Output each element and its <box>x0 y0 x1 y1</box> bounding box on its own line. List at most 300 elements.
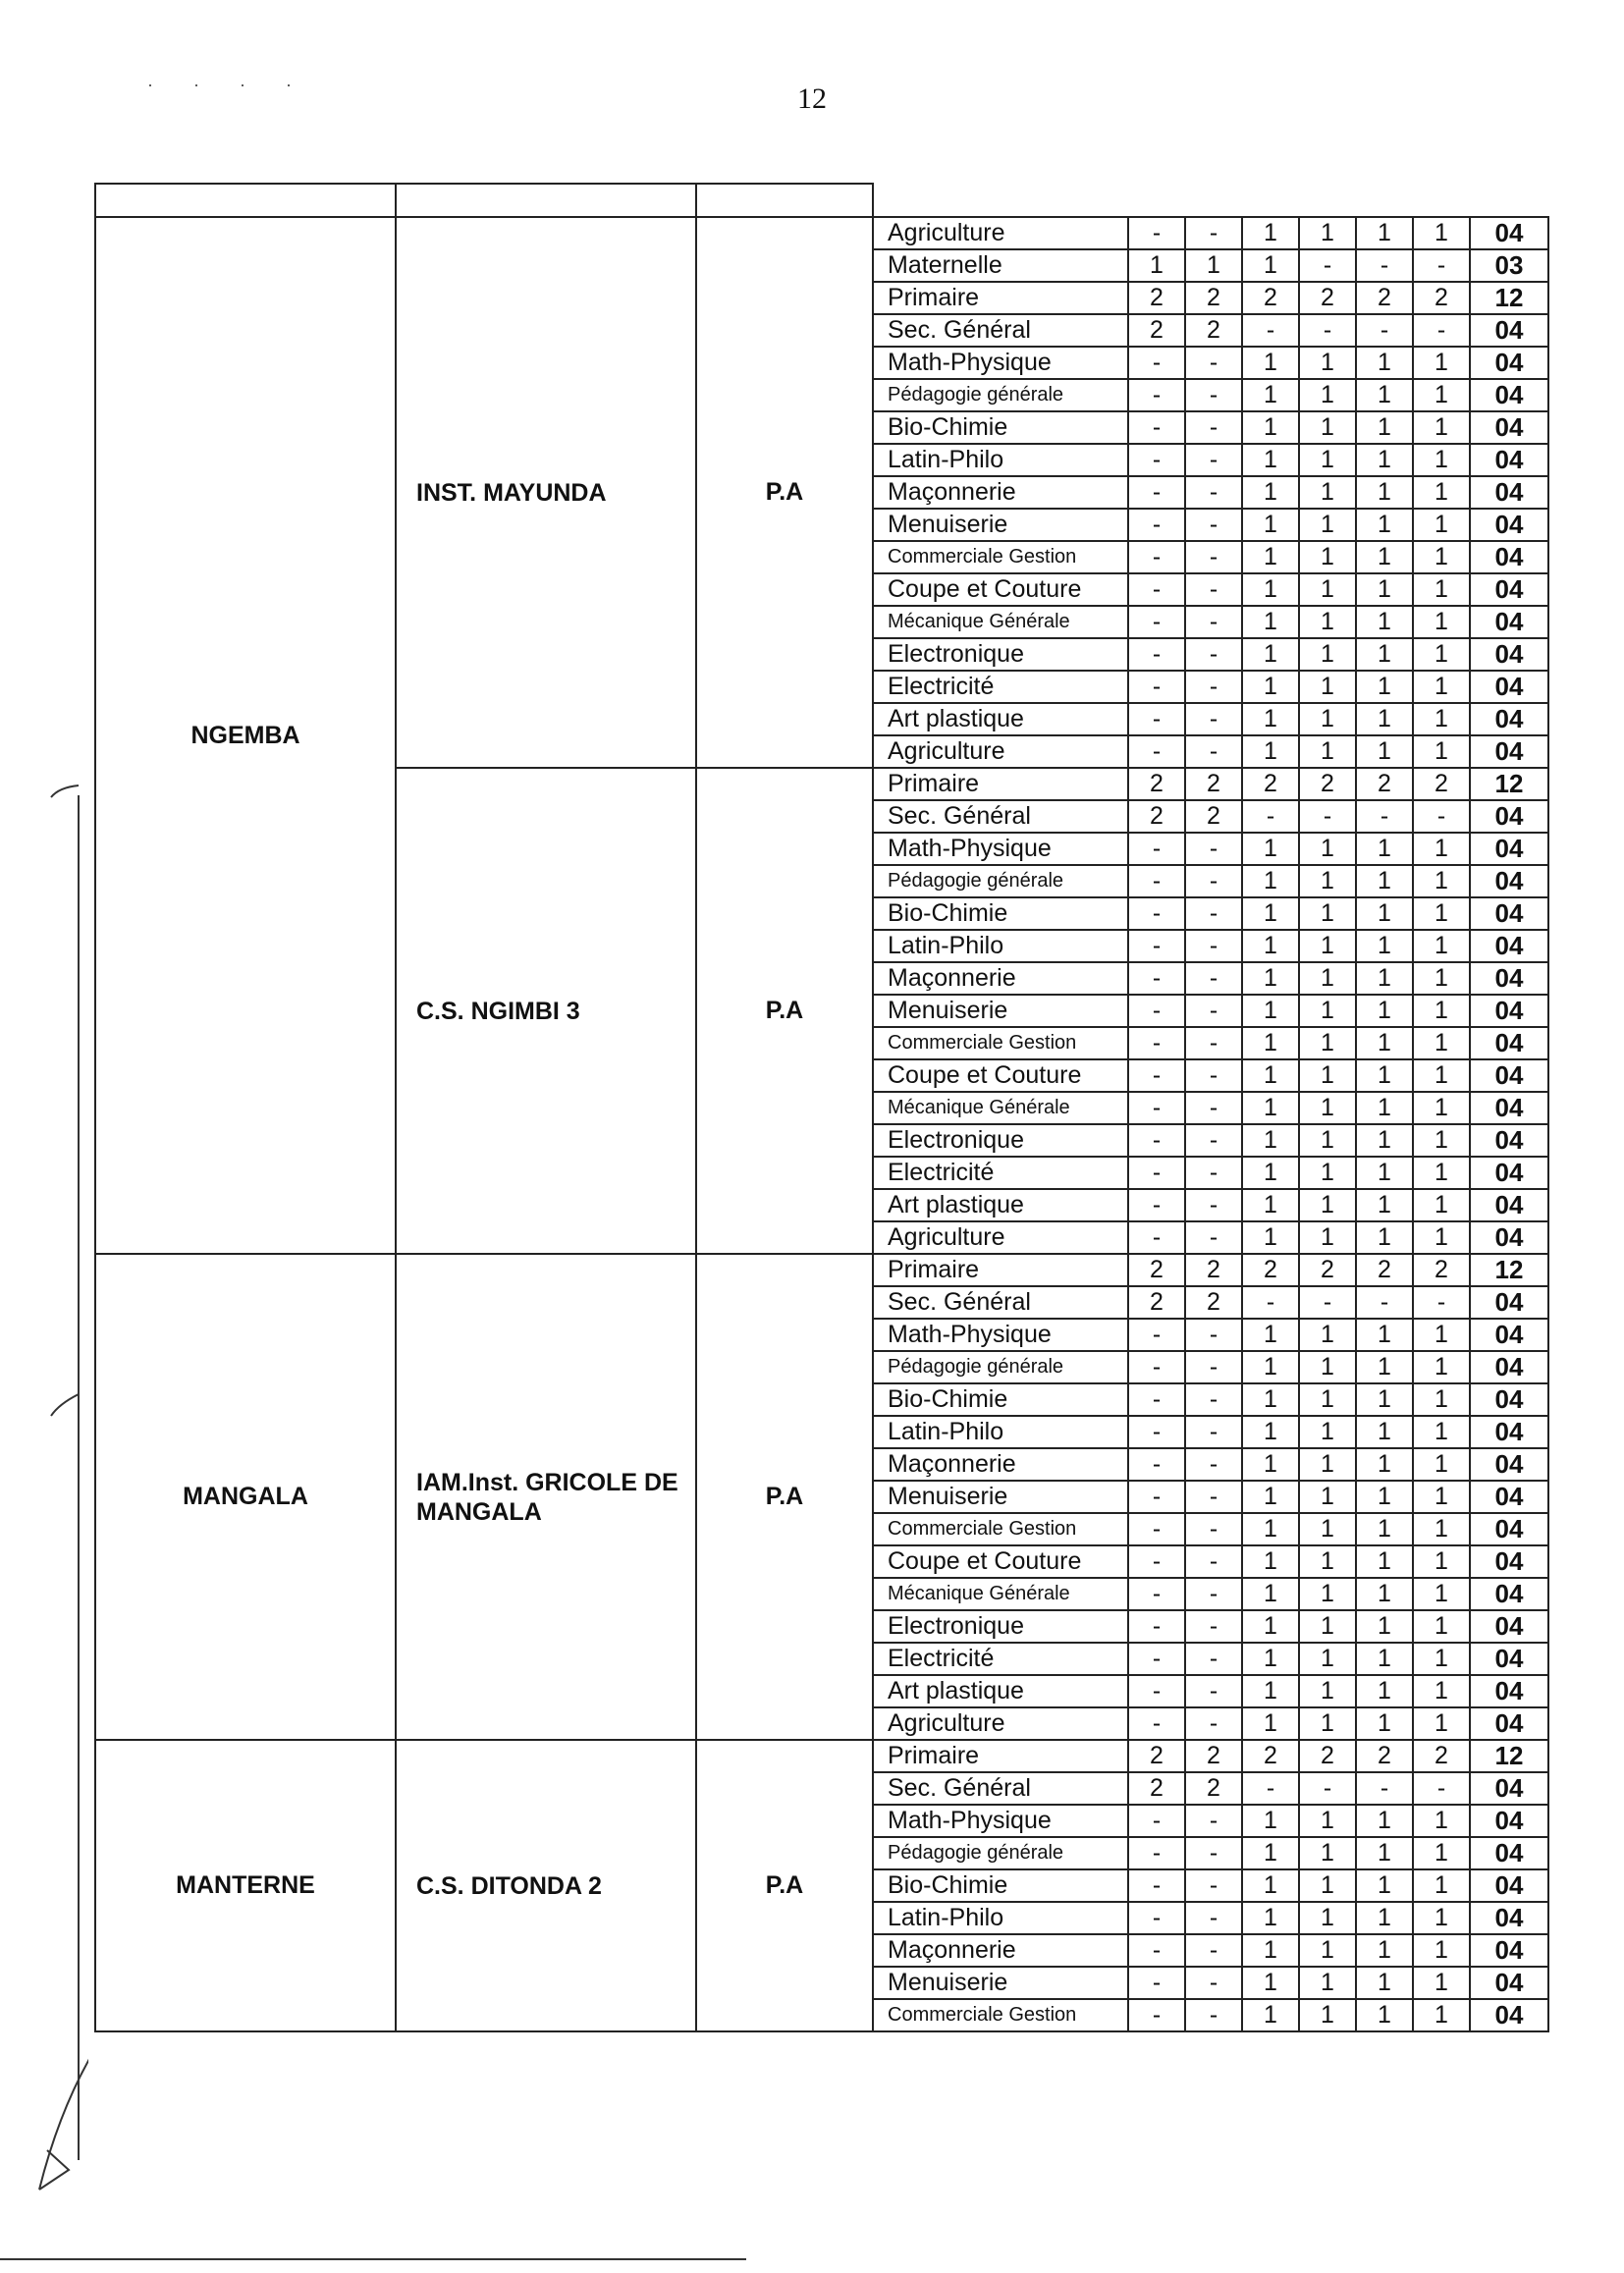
class-count-cell: - <box>1185 1189 1242 1221</box>
table-row <box>95 1740 1548 1772</box>
section-cell: Maçonnerie <box>873 962 1128 995</box>
class-count-cell: 1 <box>1356 1189 1413 1221</box>
class-count-cell: - <box>1413 1286 1470 1319</box>
class-count-cell: 1 <box>1299 1967 1356 1999</box>
class-count-cell: 1 <box>1299 1837 1356 1869</box>
class-count-cell: - <box>1128 1934 1185 1967</box>
class-count-cell: 1 <box>1242 1157 1299 1189</box>
total-cell: 04 <box>1470 1805 1548 1837</box>
class-count-cell: 1 <box>1356 1351 1413 1383</box>
class-count-cell: - <box>1128 1578 1185 1610</box>
class-count-cell: - <box>1128 995 1185 1027</box>
total-cell: 04 <box>1470 217 1548 249</box>
total-cell: 03 <box>1470 249 1548 282</box>
class-count-cell: - <box>1128 1319 1185 1351</box>
section-cell: Electronique <box>873 638 1128 671</box>
class-count-cell: 1 <box>1299 1351 1356 1383</box>
class-count-cell: 1 <box>1413 897 1470 930</box>
class-count-cell: 1 <box>1356 1805 1413 1837</box>
status-cell: P.A <box>696 1254 873 1740</box>
class-count-cell: 1 <box>1413 606 1470 638</box>
section-cell: Pédagogie générale <box>873 1351 1128 1383</box>
total-cell: 04 <box>1470 995 1548 1027</box>
total-cell: 04 <box>1470 703 1548 735</box>
class-count-cell: - <box>1185 1124 1242 1157</box>
class-count-cell: 2 <box>1356 282 1413 314</box>
class-count-cell: 1 <box>1299 897 1356 930</box>
total-cell: 04 <box>1470 1092 1548 1124</box>
class-count-cell: - <box>1185 1999 1242 2031</box>
class-count-cell: - <box>1185 995 1242 1027</box>
class-count-cell: 1 <box>1413 1481 1470 1513</box>
class-count-cell: 1 <box>1413 1383 1470 1416</box>
class-count-cell: 1 <box>1356 1124 1413 1157</box>
class-count-cell: 2 <box>1299 1254 1356 1286</box>
class-count-cell: 1 <box>1242 1383 1299 1416</box>
class-count-cell: 1 <box>1413 1805 1470 1837</box>
class-count-cell: 1 <box>1413 1513 1470 1545</box>
class-count-cell: 1 <box>1413 1869 1470 1902</box>
class-count-cell: - <box>1128 1157 1185 1189</box>
class-count-cell: - <box>1185 1610 1242 1643</box>
class-count-cell: 1 <box>1413 930 1470 962</box>
class-count-cell: 2 <box>1242 1740 1299 1772</box>
class-count-cell: - <box>1242 1286 1299 1319</box>
class-count-cell: 1 <box>1299 1869 1356 1902</box>
class-count-cell: - <box>1128 735 1185 768</box>
class-count-cell: - <box>1185 1513 1242 1545</box>
class-count-cell: - <box>1185 347 1242 379</box>
class-count-cell: 2 <box>1185 1740 1242 1772</box>
class-count-cell: 1 <box>1299 1805 1356 1837</box>
total-cell: 04 <box>1470 1934 1548 1967</box>
header-cell <box>396 184 696 217</box>
class-count-cell: - <box>1128 1027 1185 1059</box>
class-count-cell: 1 <box>1242 897 1299 930</box>
class-count-cell: 1 <box>1299 703 1356 735</box>
class-count-cell: - <box>1185 1157 1242 1189</box>
class-count-cell: 1 <box>1356 411 1413 444</box>
class-count-cell: 1 <box>1356 1837 1413 1869</box>
class-count-cell: 2 <box>1413 1740 1470 1772</box>
class-count-cell: 1 <box>1299 671 1356 703</box>
class-count-cell: 1 <box>1413 1124 1470 1157</box>
section-cell: Bio-Chimie <box>873 411 1128 444</box>
section-cell: Art plastique <box>873 1189 1128 1221</box>
class-count-cell: 1 <box>1299 1448 1356 1481</box>
class-count-cell: 1 <box>1413 1610 1470 1643</box>
class-count-cell: - <box>1128 1383 1185 1416</box>
class-count-cell: 1 <box>1242 1643 1299 1675</box>
class-count-cell: 1 <box>1356 833 1413 865</box>
class-count-cell: 1 <box>1413 217 1470 249</box>
total-cell: 04 <box>1470 1189 1548 1221</box>
class-count-cell: - <box>1128 1059 1185 1092</box>
class-count-cell: - <box>1128 411 1185 444</box>
total-cell: 04 <box>1470 671 1548 703</box>
class-count-cell: 1 <box>1299 573 1356 606</box>
section-cell: Maçonnerie <box>873 1934 1128 1967</box>
class-count-cell: - <box>1185 1059 1242 1092</box>
class-count-cell: 1 <box>1356 1513 1413 1545</box>
total-cell: 04 <box>1470 1545 1548 1578</box>
section-cell: Agriculture <box>873 217 1128 249</box>
class-count-cell: 1 <box>1242 1124 1299 1157</box>
class-count-cell: - <box>1356 800 1413 833</box>
total-cell: 04 <box>1470 735 1548 768</box>
class-count-cell: - <box>1128 1416 1185 1448</box>
class-count-cell: 1 <box>1242 1967 1299 1999</box>
total-cell: 04 <box>1470 1999 1548 2031</box>
class-count-cell: 1 <box>1242 1934 1299 1967</box>
total-cell: 04 <box>1470 1027 1548 1059</box>
class-count-cell: 1 <box>1242 865 1299 897</box>
total-cell: 04 <box>1470 897 1548 930</box>
class-count-cell: 1 <box>1242 1027 1299 1059</box>
section-cell: Primaire <box>873 1254 1128 1286</box>
class-count-cell: 1 <box>1413 1707 1470 1740</box>
class-count-cell: - <box>1128 1643 1185 1675</box>
section-cell: Math-Physique <box>873 1319 1128 1351</box>
class-count-cell: - <box>1413 314 1470 347</box>
class-count-cell: - <box>1185 573 1242 606</box>
class-count-cell: 1 <box>1242 1902 1299 1934</box>
class-count-cell: - <box>1128 541 1185 573</box>
class-count-cell: 1 <box>1242 1448 1299 1481</box>
class-count-cell: 1 <box>1242 379 1299 411</box>
class-count-cell: 1 <box>1299 1707 1356 1740</box>
class-count-cell: 2 <box>1185 1254 1242 1286</box>
class-count-cell: 2 <box>1356 1740 1413 1772</box>
total-cell: 04 <box>1470 1643 1548 1675</box>
total-cell: 12 <box>1470 768 1548 800</box>
margin-brackets <box>0 776 88 2209</box>
class-count-cell: - <box>1128 217 1185 249</box>
class-count-cell: 1 <box>1299 1545 1356 1578</box>
total-cell: 04 <box>1470 314 1548 347</box>
class-count-cell: 1 <box>1242 1545 1299 1578</box>
class-count-cell: 1 <box>1413 411 1470 444</box>
class-count-cell: 1 <box>1413 735 1470 768</box>
class-count-cell: 1 <box>1299 1383 1356 1416</box>
class-count-cell: 2 <box>1242 282 1299 314</box>
class-count-cell: - <box>1185 444 1242 476</box>
class-count-cell: 1 <box>1356 476 1413 509</box>
total-cell: 04 <box>1470 1578 1548 1610</box>
class-count-cell: 1 <box>1413 1967 1470 1999</box>
class-count-cell: - <box>1185 541 1242 573</box>
total-cell: 04 <box>1470 1610 1548 1643</box>
class-count-cell: - <box>1128 379 1185 411</box>
class-count-cell: 1 <box>1356 865 1413 897</box>
class-count-cell: 2 <box>1413 1254 1470 1286</box>
class-count-cell: - <box>1185 1675 1242 1707</box>
class-count-cell: 1 <box>1299 1092 1356 1124</box>
class-count-cell: 1 <box>1356 1643 1413 1675</box>
total-cell: 04 <box>1470 1772 1548 1805</box>
total-cell: 04 <box>1470 1319 1548 1351</box>
class-count-cell: - <box>1356 314 1413 347</box>
table-header-row <box>95 184 1548 217</box>
class-count-cell: 1 <box>1242 833 1299 865</box>
class-count-cell: 1 <box>1356 573 1413 606</box>
section-cell: Commerciale Gestion <box>873 1999 1128 2031</box>
class-count-cell: - <box>1185 833 1242 865</box>
class-count-cell: 1 <box>1356 1027 1413 1059</box>
section-cell: Math-Physique <box>873 1805 1128 1837</box>
staffing-table <box>94 183 1549 2032</box>
total-cell: 04 <box>1470 865 1548 897</box>
class-count-cell: - <box>1185 1643 1242 1675</box>
class-count-cell: 1 <box>1242 1675 1299 1707</box>
class-count-cell: 1 <box>1356 1448 1413 1481</box>
class-count-cell: 1 <box>1299 347 1356 379</box>
class-count-cell: - <box>1128 1837 1185 1869</box>
table-body <box>95 184 1548 2031</box>
class-count-cell: - <box>1128 1805 1185 1837</box>
total-cell: 04 <box>1470 347 1548 379</box>
class-count-cell: 2 <box>1356 1254 1413 1286</box>
class-count-cell: 1 <box>1413 1675 1470 1707</box>
class-count-cell: 1 <box>1413 1351 1470 1383</box>
class-count-cell: - <box>1185 1383 1242 1416</box>
class-count-cell: 1 <box>1356 1934 1413 1967</box>
total-cell: 12 <box>1470 282 1548 314</box>
class-count-cell: - <box>1299 249 1356 282</box>
class-count-cell: 1 <box>1299 1513 1356 1545</box>
total-cell: 04 <box>1470 1351 1548 1383</box>
class-count-cell: 1 <box>1356 735 1413 768</box>
class-count-cell: - <box>1128 930 1185 962</box>
class-count-cell: - <box>1299 800 1356 833</box>
class-count-cell: 1 <box>1242 962 1299 995</box>
class-count-cell: 1 <box>1242 476 1299 509</box>
class-count-cell: 1 <box>1413 1221 1470 1254</box>
school-name-cell: INST. MAYUNDA <box>396 217 696 768</box>
section-cell: Art plastique <box>873 1675 1128 1707</box>
class-count-cell: 1 <box>1299 735 1356 768</box>
class-count-cell: 1 <box>1242 1189 1299 1221</box>
section-cell: Coupe et Couture <box>873 1059 1128 1092</box>
class-count-cell: 1 <box>1242 1351 1299 1383</box>
class-count-cell: - <box>1185 1448 1242 1481</box>
section-cell: Math-Physique <box>873 347 1128 379</box>
class-count-cell: 1 <box>1356 1999 1413 2031</box>
class-count-cell: 1 <box>1356 444 1413 476</box>
class-count-cell: - <box>1185 606 1242 638</box>
total-cell: 04 <box>1470 541 1548 573</box>
class-count-cell: - <box>1185 1319 1242 1351</box>
class-count-cell: 1 <box>1356 606 1413 638</box>
class-count-cell: 2 <box>1413 282 1470 314</box>
class-count-cell: 1 <box>1299 1124 1356 1157</box>
class-count-cell: 1 <box>1299 1902 1356 1934</box>
section-cell: Agriculture <box>873 1221 1128 1254</box>
class-count-cell: - <box>1413 800 1470 833</box>
class-count-cell: 1 <box>1299 541 1356 573</box>
total-cell: 04 <box>1470 800 1548 833</box>
class-count-cell: 1 <box>1242 1578 1299 1610</box>
class-count-cell: - <box>1128 1999 1185 2031</box>
section-cell: Math-Physique <box>873 833 1128 865</box>
class-count-cell: 1 <box>1413 1934 1470 1967</box>
class-count-cell: - <box>1242 1772 1299 1805</box>
section-cell: Latin-Philo <box>873 930 1128 962</box>
class-count-cell: - <box>1185 962 1242 995</box>
scan-specks: · · · · <box>147 75 309 94</box>
total-cell: 04 <box>1470 1481 1548 1513</box>
total-cell: 04 <box>1470 509 1548 541</box>
section-cell: Latin-Philo <box>873 1416 1128 1448</box>
class-count-cell: 2 <box>1356 768 1413 800</box>
class-count-cell: - <box>1299 1286 1356 1319</box>
class-count-cell: - <box>1185 1837 1242 1869</box>
class-count-cell: 1 <box>1128 249 1185 282</box>
class-count-cell: - <box>1185 1481 1242 1513</box>
section-cell: Menuiserie <box>873 509 1128 541</box>
class-count-cell: 1 <box>1413 703 1470 735</box>
class-count-cell: - <box>1128 476 1185 509</box>
class-count-cell: 1 <box>1185 249 1242 282</box>
class-count-cell: - <box>1128 1610 1185 1643</box>
class-count-cell: 1 <box>1242 541 1299 573</box>
class-count-cell: - <box>1128 1481 1185 1513</box>
class-count-cell: - <box>1128 865 1185 897</box>
class-count-cell: 2 <box>1299 768 1356 800</box>
locality-cell: MANGALA <box>95 1254 396 1740</box>
class-count-cell: - <box>1128 1675 1185 1707</box>
section-cell: Menuiserie <box>873 1967 1128 1999</box>
class-count-cell: - <box>1128 1545 1185 1578</box>
class-count-cell: 1 <box>1413 995 1470 1027</box>
class-count-cell: 1 <box>1242 1513 1299 1545</box>
class-count-cell: - <box>1185 379 1242 411</box>
class-count-cell: 1 <box>1413 1545 1470 1578</box>
class-count-cell: 1 <box>1413 1643 1470 1675</box>
class-count-cell: 1 <box>1413 1157 1470 1189</box>
class-count-cell: 1 <box>1299 1416 1356 1448</box>
class-count-cell: 1 <box>1356 1221 1413 1254</box>
school-name-cell: C.S. NGIMBI 3 <box>396 768 696 1254</box>
class-count-cell: - <box>1185 735 1242 768</box>
section-cell: Electricité <box>873 671 1128 703</box>
class-count-cell: - <box>1128 1448 1185 1481</box>
class-count-cell: 2 <box>1299 282 1356 314</box>
class-count-cell: 2 <box>1242 1254 1299 1286</box>
locality-cell: NGEMBA <box>95 217 396 1254</box>
header-cell <box>696 184 873 217</box>
total-cell: 12 <box>1470 1740 1548 1772</box>
class-count-cell: 1 <box>1242 444 1299 476</box>
class-count-cell: 1 <box>1299 1189 1356 1221</box>
class-count-cell: - <box>1185 865 1242 897</box>
class-count-cell: 2 <box>1185 768 1242 800</box>
section-cell: Art plastique <box>873 703 1128 735</box>
class-count-cell: 1 <box>1299 606 1356 638</box>
class-count-cell: - <box>1242 800 1299 833</box>
status-cell: P.A <box>696 1740 873 2031</box>
class-count-cell: 1 <box>1413 573 1470 606</box>
class-count-cell: 1 <box>1356 1902 1413 1934</box>
section-cell: Menuiserie <box>873 995 1128 1027</box>
class-count-cell: 1 <box>1413 865 1470 897</box>
total-cell: 04 <box>1470 411 1548 444</box>
header-cell <box>873 184 1548 217</box>
class-count-cell: 2 <box>1128 768 1185 800</box>
class-count-cell: - <box>1413 1772 1470 1805</box>
class-count-cell: - <box>1128 444 1185 476</box>
class-count-cell: 1 <box>1356 541 1413 573</box>
section-cell: Sec. Général <box>873 800 1128 833</box>
class-count-cell: 1 <box>1299 1578 1356 1610</box>
section-cell: Agriculture <box>873 1707 1128 1740</box>
class-count-cell: 1 <box>1242 1610 1299 1643</box>
class-count-cell: - <box>1185 1545 1242 1578</box>
section-cell: Primaire <box>873 282 1128 314</box>
class-count-cell: 1 <box>1299 1675 1356 1707</box>
class-count-cell: 1 <box>1299 1221 1356 1254</box>
section-cell: Maternelle <box>873 249 1128 282</box>
class-count-cell: 1 <box>1356 671 1413 703</box>
status-cell: P.A <box>696 217 873 768</box>
class-count-cell: 1 <box>1356 897 1413 930</box>
section-cell: Primaire <box>873 768 1128 800</box>
class-count-cell: 1 <box>1356 1610 1413 1643</box>
class-count-cell: 1 <box>1413 1092 1470 1124</box>
total-cell: 04 <box>1470 1286 1548 1319</box>
class-count-cell: 1 <box>1242 1837 1299 1869</box>
class-count-cell: 1 <box>1299 1059 1356 1092</box>
class-count-cell: - <box>1185 411 1242 444</box>
class-count-cell: - <box>1128 1221 1185 1254</box>
class-count-cell: 1 <box>1242 509 1299 541</box>
school-name-cell: IAM.Inst. GRICOLE DE MANGALA <box>396 1254 696 1740</box>
class-count-cell: 2 <box>1185 800 1242 833</box>
class-count-cell: 1 <box>1242 1092 1299 1124</box>
class-count-cell: 1 <box>1242 1221 1299 1254</box>
class-count-cell: 1 <box>1299 1157 1356 1189</box>
class-count-cell: 1 <box>1356 1481 1413 1513</box>
class-count-cell: - <box>1356 1772 1413 1805</box>
class-count-cell: 1 <box>1242 573 1299 606</box>
status-cell: P.A <box>696 768 873 1254</box>
class-count-cell: 1 <box>1242 411 1299 444</box>
class-count-cell: - <box>1185 1027 1242 1059</box>
class-count-cell: 1 <box>1413 1902 1470 1934</box>
class-count-cell: - <box>1128 1869 1185 1902</box>
class-count-cell: 1 <box>1299 930 1356 962</box>
class-count-cell: - <box>1185 1092 1242 1124</box>
class-count-cell: 1 <box>1356 509 1413 541</box>
section-cell: Electronique <box>873 1610 1128 1643</box>
class-count-cell: 1 <box>1356 1675 1413 1707</box>
class-count-cell: 1 <box>1356 1383 1413 1416</box>
total-cell: 04 <box>1470 606 1548 638</box>
page-number: 12 <box>797 82 827 115</box>
class-count-cell: 1 <box>1356 995 1413 1027</box>
class-count-cell: 1 <box>1242 1319 1299 1351</box>
class-count-cell: 1 <box>1413 1837 1470 1869</box>
section-cell: Bio-Chimie <box>873 1383 1128 1416</box>
total-cell: 04 <box>1470 1448 1548 1481</box>
section-cell: Menuiserie <box>873 1481 1128 1513</box>
class-count-cell: 1 <box>1299 509 1356 541</box>
class-count-cell: - <box>1128 1189 1185 1221</box>
class-count-cell: 1 <box>1356 1319 1413 1351</box>
class-count-cell: 1 <box>1356 1869 1413 1902</box>
total-cell: 04 <box>1470 1967 1548 1999</box>
class-count-cell: - <box>1128 962 1185 995</box>
